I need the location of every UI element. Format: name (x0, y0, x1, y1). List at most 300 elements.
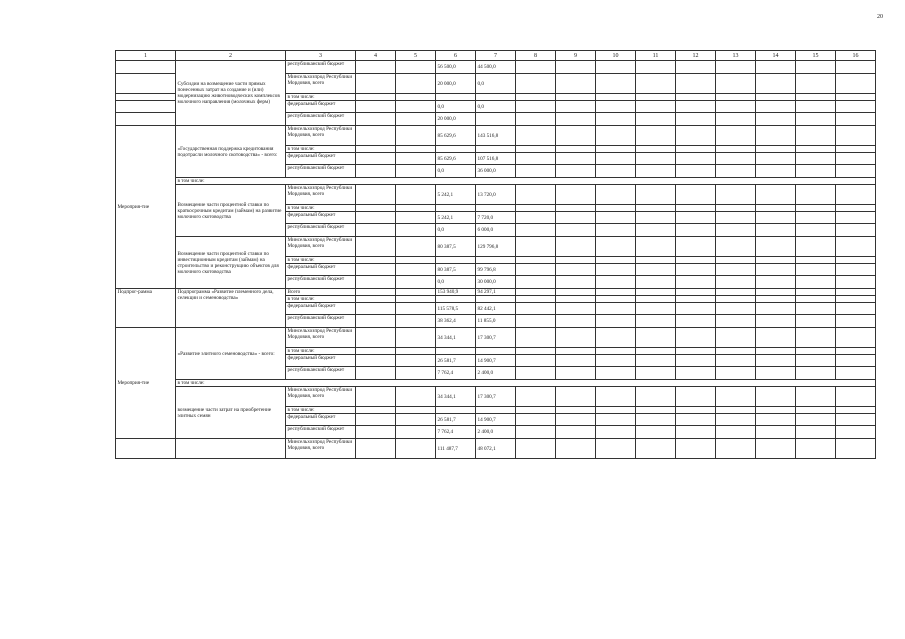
empty-cell (516, 74, 556, 94)
value-cell-6: 34 344,1 (436, 328, 476, 348)
empty-cell (836, 303, 876, 315)
empty-cell (716, 94, 756, 101)
value-cell-7: 48 072,1 (476, 439, 516, 459)
empty-cell (796, 113, 836, 126)
empty-cell (836, 153, 876, 165)
empty-cell (756, 387, 796, 407)
empty-cell (716, 414, 756, 426)
empty-cell (676, 237, 716, 257)
empty-cell (356, 315, 396, 328)
empty-cell (596, 303, 636, 315)
empty-cell (516, 205, 556, 212)
column-header: 14 (756, 51, 796, 61)
funding-source-cell: федеральный бюджет (286, 212, 356, 224)
empty-cell (716, 407, 756, 414)
empty-cell (716, 264, 756, 276)
description-cell: Подпрограмма «Развитие племенного дела, селекции и семеноводства» (176, 289, 286, 328)
empty-cell (716, 296, 756, 303)
funding-source-cell: федеральный бюджет (286, 303, 356, 315)
empty-cell (716, 113, 756, 126)
empty-cell (356, 328, 396, 348)
empty-cell (636, 439, 676, 459)
empty-cell (836, 126, 876, 146)
empty-cell (716, 61, 756, 74)
empty-cell (556, 74, 596, 94)
empty-cell (596, 315, 636, 328)
empty-cell (596, 237, 636, 257)
empty-cell (796, 126, 836, 146)
empty-cell (396, 355, 436, 367)
empty-cell (596, 348, 636, 355)
empty-cell (396, 237, 436, 257)
empty-cell (796, 146, 836, 153)
empty-cell (836, 212, 876, 224)
empty-cell (356, 303, 396, 315)
value-cell-7: 94 297,1 (476, 289, 516, 296)
empty-cell (636, 348, 676, 355)
empty-cell (756, 205, 796, 212)
value-cell-7: 0,0 (476, 101, 516, 113)
empty-cell (556, 387, 596, 407)
empty-cell (796, 367, 836, 380)
empty-cell (836, 113, 876, 126)
empty-cell (836, 94, 876, 101)
empty-cell (756, 367, 796, 380)
empty-cell (756, 303, 796, 315)
empty-cell (756, 264, 796, 276)
empty-cell (356, 348, 396, 355)
empty-cell (356, 74, 396, 94)
funding-source-cell: в том числе: (286, 94, 356, 101)
empty-cell (596, 387, 636, 407)
value-cell-7: 0,0 (476, 74, 516, 94)
empty-cell (556, 101, 596, 113)
empty-cell (836, 224, 876, 237)
empty-cell (836, 328, 876, 348)
empty-cell (596, 328, 636, 348)
empty-cell (356, 205, 396, 212)
empty-cell (396, 212, 436, 224)
funding-source-cell: в том числе: (286, 296, 356, 303)
empty-cell (636, 426, 676, 439)
value-cell-7 (476, 205, 516, 212)
value-cell-7: 14 900,7 (476, 355, 516, 367)
empty-cell (756, 289, 796, 296)
empty-cell (556, 153, 596, 165)
funding-source-cell: Минсельхозпрод Республики Мордовия, всего (286, 126, 356, 146)
empty-cell (516, 414, 556, 426)
empty-cell (396, 387, 436, 407)
funding-source-cell: республиканский бюджет (286, 426, 356, 439)
empty-cell (396, 153, 436, 165)
funding-source-cell: Минсельхозпрод Республики Мордовия, всего (286, 185, 356, 205)
empty-cell (556, 348, 596, 355)
funding-source-cell: Минсельхозпрод Республики Мордовия, всего (286, 237, 356, 257)
empty-cell (516, 348, 556, 355)
empty-cell (356, 185, 396, 205)
empty-cell (716, 165, 756, 178)
value-cell-6: 85 629,6 (436, 153, 476, 165)
column-header: 3 (286, 51, 356, 61)
value-cell-6 (436, 296, 476, 303)
empty-cell (636, 101, 676, 113)
empty-cell (396, 439, 436, 459)
empty-cell (556, 146, 596, 153)
category-cell (116, 101, 176, 113)
empty-cell (756, 212, 796, 224)
empty-cell (796, 165, 836, 178)
empty-cell (716, 289, 756, 296)
value-cell-6 (436, 146, 476, 153)
funding-source-cell: федеральный бюджет (286, 101, 356, 113)
empty-cell (516, 185, 556, 205)
value-cell-7: 17 300,7 (476, 328, 516, 348)
empty-cell (596, 426, 636, 439)
value-cell-6: 85 629,6 (436, 126, 476, 146)
value-cell-6: 0,0 (436, 165, 476, 178)
empty-cell (756, 328, 796, 348)
value-cell-7: 2 400,0 (476, 367, 516, 380)
value-cell-6: 7 762,4 (436, 426, 476, 439)
empty-cell (556, 126, 596, 146)
funding-source-cell: в том числе: (286, 205, 356, 212)
column-header: 2 (176, 51, 286, 61)
empty-cell (356, 94, 396, 101)
empty-cell (716, 439, 756, 459)
empty-cell (356, 146, 396, 153)
empty-cell (796, 205, 836, 212)
value-cell-7: 99 796,8 (476, 264, 516, 276)
empty-cell (716, 74, 756, 94)
empty-cell (756, 296, 796, 303)
table-row (116, 185, 876, 205)
value-cell-6: 0,0 (436, 224, 476, 237)
table-row (116, 126, 876, 146)
funding-source-cell: республиканский бюджет (286, 367, 356, 380)
empty-cell (356, 257, 396, 264)
empty-cell (836, 165, 876, 178)
empty-cell (356, 101, 396, 113)
empty-cell (636, 355, 676, 367)
funding-source-cell: республиканский бюджет (286, 165, 356, 178)
empty-cell (636, 74, 676, 94)
column-header: 10 (596, 51, 636, 61)
empty-cell (596, 126, 636, 146)
value-cell-6: 111 487,7 (436, 439, 476, 459)
empty-cell (756, 426, 796, 439)
separator-cell: в том числе: (176, 380, 876, 387)
empty-cell (556, 237, 596, 257)
empty-cell (676, 224, 716, 237)
empty-cell (796, 101, 836, 113)
empty-cell (356, 126, 396, 146)
empty-cell (636, 212, 676, 224)
empty-cell (636, 264, 676, 276)
empty-cell (556, 276, 596, 289)
empty-cell (556, 426, 596, 439)
empty-cell (796, 289, 836, 296)
value-cell-6: 34 344,1 (436, 387, 476, 407)
empty-cell (396, 367, 436, 380)
empty-cell (396, 224, 436, 237)
value-cell-6: 80 387,5 (436, 264, 476, 276)
empty-cell (676, 212, 716, 224)
empty-cell (516, 328, 556, 348)
empty-cell (756, 348, 796, 355)
empty-cell (756, 61, 796, 74)
empty-cell (716, 257, 756, 264)
empty-cell (636, 185, 676, 205)
empty-cell (676, 146, 716, 153)
empty-cell (516, 407, 556, 414)
empty-cell (556, 296, 596, 303)
empty-cell (556, 315, 596, 328)
empty-cell (836, 315, 876, 328)
empty-cell (596, 165, 636, 178)
table-row (116, 387, 876, 407)
empty-cell (796, 348, 836, 355)
empty-cell (556, 439, 596, 459)
table-row (116, 61, 876, 74)
empty-cell (636, 367, 676, 380)
empty-cell (356, 387, 396, 407)
empty-cell (516, 94, 556, 101)
value-cell-7: 44 500,0 (476, 61, 516, 74)
empty-cell (756, 165, 796, 178)
empty-cell (756, 94, 796, 101)
empty-cell (556, 165, 596, 178)
value-cell-6: 26 581,7 (436, 414, 476, 426)
value-cell-7 (476, 113, 516, 126)
empty-cell (596, 407, 636, 414)
empty-cell (636, 165, 676, 178)
value-cell-7: 30 000,0 (476, 276, 516, 289)
empty-cell (716, 126, 756, 146)
empty-cell (516, 296, 556, 303)
empty-cell (396, 264, 436, 276)
empty-cell (396, 101, 436, 113)
empty-cell (676, 264, 716, 276)
empty-cell (516, 276, 556, 289)
empty-cell (676, 303, 716, 315)
empty-cell (356, 165, 396, 178)
funding-source-cell: республиканский бюджет (286, 276, 356, 289)
funding-source-cell: Минсельхозпрод Республики Мордовия, всего (286, 387, 356, 407)
empty-cell (596, 61, 636, 74)
funding-source-cell: федеральный бюджет (286, 355, 356, 367)
empty-cell (716, 315, 756, 328)
empty-cell (836, 185, 876, 205)
table-row (116, 237, 876, 257)
empty-cell (676, 355, 716, 367)
empty-cell (556, 212, 596, 224)
funding-source-cell: в том числе: (286, 146, 356, 153)
empty-cell (556, 185, 596, 205)
empty-cell (836, 439, 876, 459)
description-cell: Субсидии на возмещение части прямых понесенных затрат на создание и (или) модернизацию животноводческих комплексов молочного направления (молочных ферм) (176, 61, 286, 126)
empty-cell (596, 74, 636, 94)
value-cell-7 (476, 348, 516, 355)
empty-cell (396, 74, 436, 94)
value-cell-6 (436, 94, 476, 101)
empty-cell (556, 113, 596, 126)
empty-cell (836, 61, 876, 74)
empty-cell (756, 224, 796, 237)
empty-cell (596, 153, 636, 165)
category-cell: Мероприя-тие (116, 126, 176, 289)
empty-cell (356, 113, 396, 126)
empty-cell (676, 426, 716, 439)
empty-cell (676, 348, 716, 355)
value-cell-6: 7 762,4 (436, 367, 476, 380)
empty-cell (716, 237, 756, 257)
category-cell (116, 113, 176, 126)
empty-cell (596, 289, 636, 296)
empty-cell (756, 439, 796, 459)
empty-cell (756, 315, 796, 328)
empty-cell (836, 264, 876, 276)
empty-cell (796, 315, 836, 328)
empty-cell (396, 94, 436, 101)
empty-cell (636, 61, 676, 74)
empty-cell (396, 348, 436, 355)
empty-cell (716, 146, 756, 153)
empty-cell (756, 407, 796, 414)
empty-cell (516, 113, 556, 126)
empty-cell (596, 205, 636, 212)
column-header: 1 (116, 51, 176, 61)
empty-cell (836, 205, 876, 212)
empty-cell (676, 165, 716, 178)
funding-source-cell: федеральный бюджет (286, 264, 356, 276)
value-cell-6: 26 581,7 (436, 355, 476, 367)
empty-cell (796, 74, 836, 94)
empty-cell (556, 94, 596, 101)
empty-cell (796, 264, 836, 276)
empty-cell (676, 439, 716, 459)
empty-cell (676, 185, 716, 205)
value-cell-6: 0,0 (436, 101, 476, 113)
funding-source-cell: федеральный бюджет (286, 414, 356, 426)
value-cell-7 (476, 296, 516, 303)
empty-cell (356, 296, 396, 303)
empty-cell (516, 367, 556, 380)
empty-cell (756, 74, 796, 94)
empty-cell (516, 439, 556, 459)
value-cell-6: 38 362,4 (436, 315, 476, 328)
empty-cell (516, 224, 556, 237)
empty-cell (556, 355, 596, 367)
empty-cell (516, 387, 556, 407)
empty-cell (796, 439, 836, 459)
value-cell-7 (476, 94, 516, 101)
funding-source-cell: Минсельхозпрод Республики Мордовия, всего (286, 328, 356, 348)
empty-cell (716, 328, 756, 348)
empty-cell (396, 205, 436, 212)
value-cell-6: 115 578,5 (436, 303, 476, 315)
value-cell-7: 6 000,0 (476, 224, 516, 237)
empty-cell (716, 185, 756, 205)
value-cell-7: 14 900,7 (476, 414, 516, 426)
empty-cell (596, 101, 636, 113)
empty-cell (796, 328, 836, 348)
empty-cell (836, 348, 876, 355)
empty-cell (716, 367, 756, 380)
empty-cell (396, 257, 436, 264)
empty-cell (756, 185, 796, 205)
empty-cell (556, 414, 596, 426)
empty-cell (676, 296, 716, 303)
empty-cell (596, 224, 636, 237)
empty-cell (676, 315, 716, 328)
empty-cell (796, 237, 836, 257)
empty-cell (516, 257, 556, 264)
empty-cell (356, 439, 396, 459)
empty-cell (676, 289, 716, 296)
header-row (116, 51, 876, 61)
empty-cell (636, 328, 676, 348)
table-row (116, 328, 876, 348)
empty-cell (636, 205, 676, 212)
empty-cell (636, 387, 676, 407)
separator-cell: в том числе: (176, 178, 876, 185)
column-header: 4 (356, 51, 396, 61)
empty-cell (836, 296, 876, 303)
empty-cell (796, 185, 836, 205)
empty-cell (556, 328, 596, 348)
empty-cell (596, 355, 636, 367)
value-cell-7 (476, 257, 516, 264)
empty-cell (636, 237, 676, 257)
empty-cell (356, 367, 396, 380)
description-cell: Возмещение части процентной ставки по инвестиционным кредитам (займам) на строительство и реконструкцию объектов для молочного скотоводства (176, 237, 286, 289)
empty-cell (596, 276, 636, 289)
empty-cell (636, 289, 676, 296)
value-cell-6: 20 000,0 (436, 113, 476, 126)
value-cell-7: 36 000,0 (476, 165, 516, 178)
empty-cell (756, 355, 796, 367)
column-header: 11 (636, 51, 676, 61)
empty-cell (836, 276, 876, 289)
empty-cell (716, 348, 756, 355)
empty-cell (756, 153, 796, 165)
empty-cell (796, 276, 836, 289)
empty-cell (596, 185, 636, 205)
empty-cell (556, 264, 596, 276)
empty-cell (596, 113, 636, 126)
value-cell-7: 107 516,8 (476, 153, 516, 165)
description-cell: «Государственная поддержка кредитования подотрасли молочного скотоводства» - всего: (176, 126, 286, 178)
empty-cell (396, 185, 436, 205)
empty-cell (756, 101, 796, 113)
value-cell-6 (436, 407, 476, 414)
empty-cell (596, 264, 636, 276)
empty-cell (596, 212, 636, 224)
empty-cell (556, 61, 596, 74)
empty-cell (596, 94, 636, 101)
value-cell-7: 13 720,0 (476, 185, 516, 205)
empty-cell (636, 296, 676, 303)
description-cell: возмещение части затрат на приобретение элитных семян (176, 387, 286, 439)
empty-cell (716, 387, 756, 407)
empty-cell (396, 276, 436, 289)
empty-cell (676, 257, 716, 264)
separator-row (116, 380, 876, 387)
empty-cell (396, 303, 436, 315)
value-cell-6: 80 387,5 (436, 237, 476, 257)
empty-cell (556, 257, 596, 264)
empty-cell (676, 414, 716, 426)
